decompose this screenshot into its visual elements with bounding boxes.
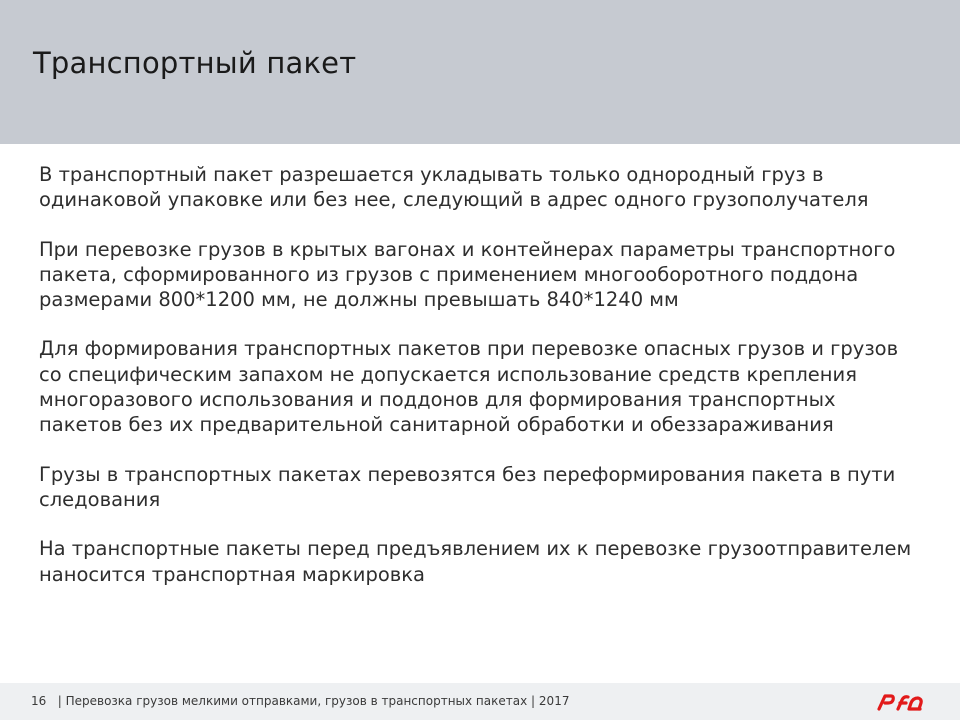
paragraph-marking: На транспортные пакеты перед предъявлением их к перевозке грузоотправителем наносится транспортная маркировка: [39, 537, 912, 586]
footer-separator: |: [57, 694, 62, 708]
paragraph-package-dimensions: При перевозке грузов в крытых вагонах и контейнерах параметры транспортного пакета, сформированного из грузов с применением многооборотного поддона размерами 800*1200 мм, не должны превышать 840*1240 мм: [39, 237, 896, 312]
page-title: Транспортный пакет: [33, 46, 357, 80]
footer-band: [0, 683, 960, 720]
slide-body: [39, 162, 919, 611]
rzd-logo-icon: [876, 690, 926, 712]
page-number: 16: [31, 694, 47, 708]
paragraph-dangerous-goods: Для формирования транспортных пакетов при перевозке опасных грузов и грузов со специфическим запахом не допускается использование средств крепления многоразового использования и поддонов для формирования транспортных пакетов без их предварительной санитарной обработки и обеззараживания: [39, 337, 899, 437]
course-title: Перевозка грузов мелкими отправками, грузов в транспортных пакетах: [65, 694, 528, 708]
header-band: [0, 0, 960, 144]
footer-separator: |: [531, 694, 536, 708]
footer-year: 2017: [538, 694, 570, 708]
footer-caption: [31, 694, 569, 708]
paragraph-single-consignee: В транспортный пакет разрешается укладывать только однородный груз в одинаковой упаковке или без нее, следующий в адрес одного грузополучателя: [39, 163, 869, 212]
paragraph-no-reforming: Грузы в транспортных пакетах перевозятся без переформирования пакета в пути следования: [39, 462, 896, 511]
